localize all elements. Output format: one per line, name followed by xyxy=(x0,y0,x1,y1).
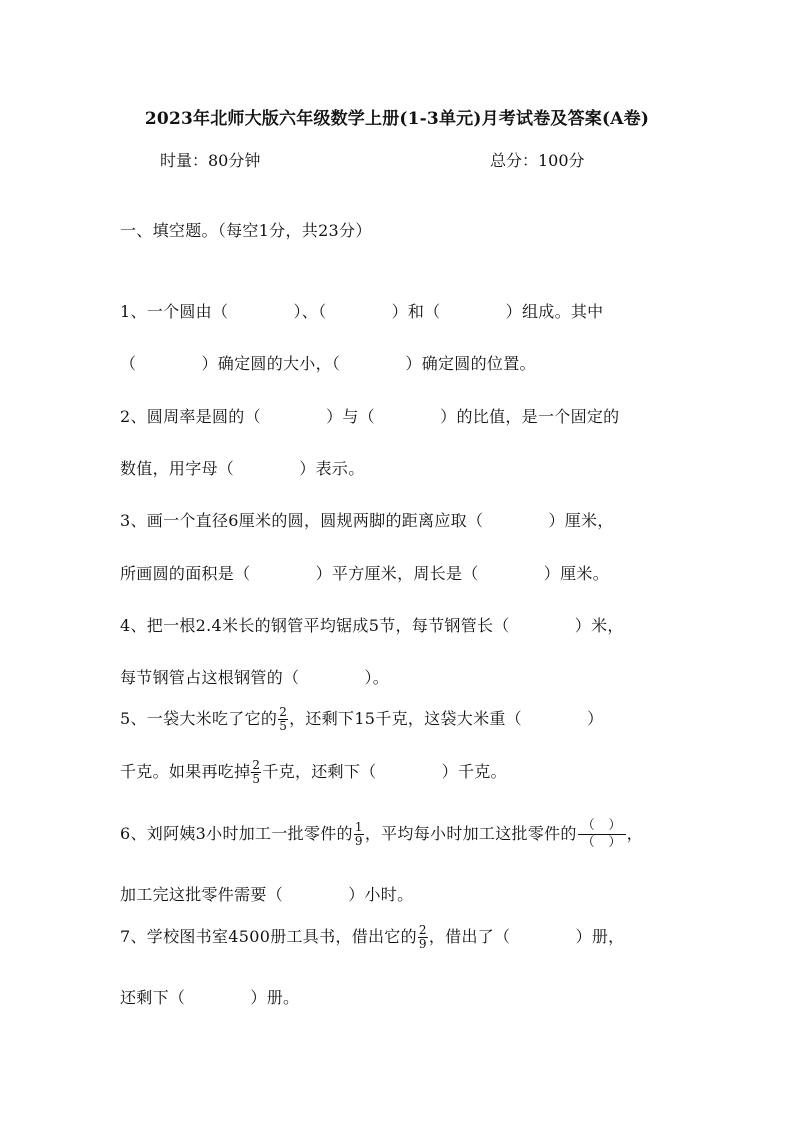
fraction-two-fifths xyxy=(278,706,288,733)
q6-text-pre: 6、刘阿姨3小时加工一批零件的 xyxy=(120,824,353,843)
fraction-numerator: 2 xyxy=(418,923,427,937)
question-2-line-1: 2、圆周率是圆的（ ）与（ ）的比值，是一个固定的 xyxy=(120,407,620,426)
question-3-line-2: 所画圆的面积是（ ）平方厘米，周长是（ ）厘米。 xyxy=(120,564,610,583)
q5-line2-post: 千克，还剩下（ ）千克。 xyxy=(262,762,507,781)
q6-text-post: ， xyxy=(626,824,643,843)
fraction-denominator: 9 xyxy=(354,834,363,848)
question-7-line-2: 还剩下（ ）册。 xyxy=(120,988,300,1007)
question-1-line-1: 1、一个圆由（ ）、（ ）和（ ）组成。其中 xyxy=(120,302,604,321)
question-3-line-1: 3、画一个直径6厘米的圆，圆规两脚的距离应取（ ）厘米， xyxy=(120,511,614,530)
blank-fraction xyxy=(578,818,626,851)
question-1-line-2: （ ）确定圆的大小，（ ）确定圆的位置。 xyxy=(120,354,536,373)
blank-denominator: （ ） xyxy=(581,835,622,850)
exam-time: 时量：80分钟 xyxy=(160,151,261,170)
question-5-line-2 xyxy=(120,759,507,786)
section-heading: 一、填空题。（每空1分，共23分） xyxy=(120,221,372,240)
q7-text-pre: 7、学校图书室4500册工具书，借出它的 xyxy=(120,927,417,946)
q5-line2-pre: 千克。如果再吃掉 xyxy=(120,762,251,781)
exam-total-score: 总分：100分 xyxy=(490,151,585,170)
question-4-line-2: 每节钢管占这根钢管的（ ）。 xyxy=(120,668,390,687)
question-6-line-1 xyxy=(120,818,643,851)
blank-numerator: （ ） xyxy=(578,818,626,835)
fraction-denominator: 5 xyxy=(279,719,288,733)
q7-text-post: ，借出了（ ）册， xyxy=(428,927,625,946)
question-5-line-1 xyxy=(120,706,604,733)
fraction-two-fifths-2 xyxy=(251,759,261,786)
q5-text-pre: 5、一袋大米吃了它的 xyxy=(120,709,278,728)
question-6-line-2: 加工完这批零件需要（ ）小时。 xyxy=(120,885,414,904)
exam-title: 2023年北师大版六年级数学上册(1-3单元)月考试卷及答案(A卷) xyxy=(144,109,650,129)
fraction-one-ninth xyxy=(354,821,364,848)
fraction-numerator: 2 xyxy=(252,758,261,772)
question-7-line-1 xyxy=(120,924,624,951)
q5-text-post: ，还剩下15千克，这袋大米重（ ） xyxy=(289,709,604,728)
question-2-line-2: 数值，用字母（ ）表示。 xyxy=(120,459,365,478)
question-4-line-1: 4、把一根2.4米长的钢管平均锯成5节，每节钢管长（ ）米， xyxy=(120,616,624,635)
q6-text-mid: ，平均每小时加工这批零件的 xyxy=(364,824,577,843)
fraction-numerator: 2 xyxy=(279,705,288,719)
fraction-denominator: 9 xyxy=(418,937,427,951)
fraction-denominator: 5 xyxy=(252,772,261,786)
fraction-numerator: 1 xyxy=(354,820,363,834)
fraction-two-ninths xyxy=(418,924,428,951)
